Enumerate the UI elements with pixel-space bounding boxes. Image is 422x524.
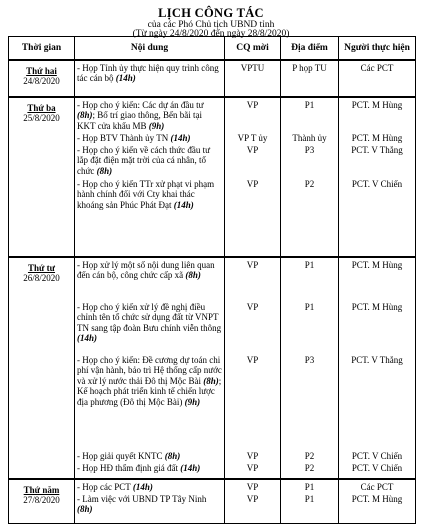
location-cell: P họp TU xyxy=(281,60,339,97)
content-cell xyxy=(75,60,225,97)
meeting-item: - Họp các PCT (14h) xyxy=(77,482,153,492)
col-header-content: Nội dung xyxy=(75,37,225,61)
day-name: Thứ ba xyxy=(27,103,56,113)
meeting-item: - Họp Tỉnh ủy thực hiện quy trình công tác cán bộ (14h) xyxy=(77,63,219,84)
location-cell: P1 Thành ủy P3 P2 xyxy=(281,97,339,257)
table-row-monday xyxy=(9,60,416,97)
meeting-item: - Họp giải quyết KNTC (8h) xyxy=(77,451,181,461)
invite-cell: VP VP T ủy VP VP xyxy=(225,97,281,257)
content-cell xyxy=(75,479,225,523)
day-date: 24/8/2020 xyxy=(23,76,60,87)
content-cell xyxy=(75,257,225,479)
person-cell: PCT. M Hùng PCT. M Hùng PCT. V Thắng PCT. V Chiến PCT. V Chiến xyxy=(339,257,416,479)
day-cell xyxy=(9,97,75,257)
person-cell: Các PCT PCT. M Hùng xyxy=(339,479,416,523)
location-cell: P1 P1 xyxy=(281,479,339,523)
day-date: 25/8/2020 xyxy=(23,113,60,124)
meeting-item: - Họp cho ý kiến: Đề cương dự toán chi phí vận hành, bảo trì Hệ thống cấp nước và xử lý nước thải Đô thị Mộc Bài (8h); Kế hoạch phát triển kinh tế chiến lược địa phương (Đô thị Mộc Bài) (9h) xyxy=(77,355,222,407)
col-header-location: Địa điểm xyxy=(281,37,339,61)
table-header-row xyxy=(9,37,416,61)
col-header-time: Thời gian xyxy=(9,37,75,61)
col-header-invite: CQ mời xyxy=(225,37,281,61)
table-row-tuesday xyxy=(9,97,416,257)
meeting-item: - Họp HĐ thẩm định giá đất (14h) xyxy=(77,463,201,473)
day-name: Thứ hai xyxy=(26,66,57,76)
day-date: 27/8/2020 xyxy=(23,495,60,506)
table-row-wednesday xyxy=(9,257,416,479)
meeting-item: - Họp xử lý một số nội dung liên quan đến cán bộ, công chức cấp xã (8h) xyxy=(77,260,215,281)
schedule-subtitle: của các Phó Chủ tịch UBND tỉnh xyxy=(147,20,275,30)
schedule-table xyxy=(8,36,416,524)
day-cell xyxy=(9,257,75,479)
schedule-title: LỊCH CÔNG TÁC xyxy=(158,6,264,20)
schedule-date-range: (Từ ngày 24/8/2020 đến ngày 28/8/2020) xyxy=(132,29,290,39)
col-header-person: Người thực hiện xyxy=(339,37,416,61)
location-cell: P1 P1 P3 P2 P2 xyxy=(281,257,339,479)
day-date: 26/8/2020 xyxy=(23,273,60,284)
person-cell: Các PCT xyxy=(339,60,416,97)
invite-cell: VP VP VP VP VP xyxy=(225,257,281,479)
meeting-item: - Họp cho ý kiến: Các dự án đầu tư (8h); Bố trí giao thông, Bến bãi tại KKT cửa khẩu MB (9h) xyxy=(77,100,204,131)
meeting-item: - Họp cho ý kiến TTr xử phạt vi phạm hành chính đối với Cty khai thác khoáng sản Phúc Phát Đạt (14h) xyxy=(77,179,215,210)
invite-cell: VP VP xyxy=(225,479,281,523)
table-row-thursday xyxy=(9,479,416,523)
content-cell xyxy=(75,97,225,257)
day-cell xyxy=(9,479,75,523)
meeting-item: - Làm việc với UBND TP Tây Ninh (8h) xyxy=(77,494,207,515)
day-name: Thứ tư xyxy=(27,263,56,273)
day-name: Thứ năm xyxy=(23,485,60,495)
day-cell xyxy=(9,60,75,97)
meeting-item: - Họp cho ý kiến xử lý đề nghị điều chỉnh tên tổ chức sử dụng đất từ VNPT TN sang tập đoàn Bưu chính viễn thông (14h) xyxy=(77,302,222,344)
meeting-item: - Họp BTV Thành ủy TN (14h) xyxy=(77,133,191,143)
person-cell: PCT. M Hùng PCT. M Hùng PCT. V Thắng PCT. V Chiến xyxy=(339,97,416,257)
invite-cell: VPTU xyxy=(225,60,281,97)
meeting-item: - Họp cho ý kiến về cách thức đầu tư lắp đặt điện mặt trời của cá nhân, tổ chức (8h) xyxy=(77,145,210,176)
